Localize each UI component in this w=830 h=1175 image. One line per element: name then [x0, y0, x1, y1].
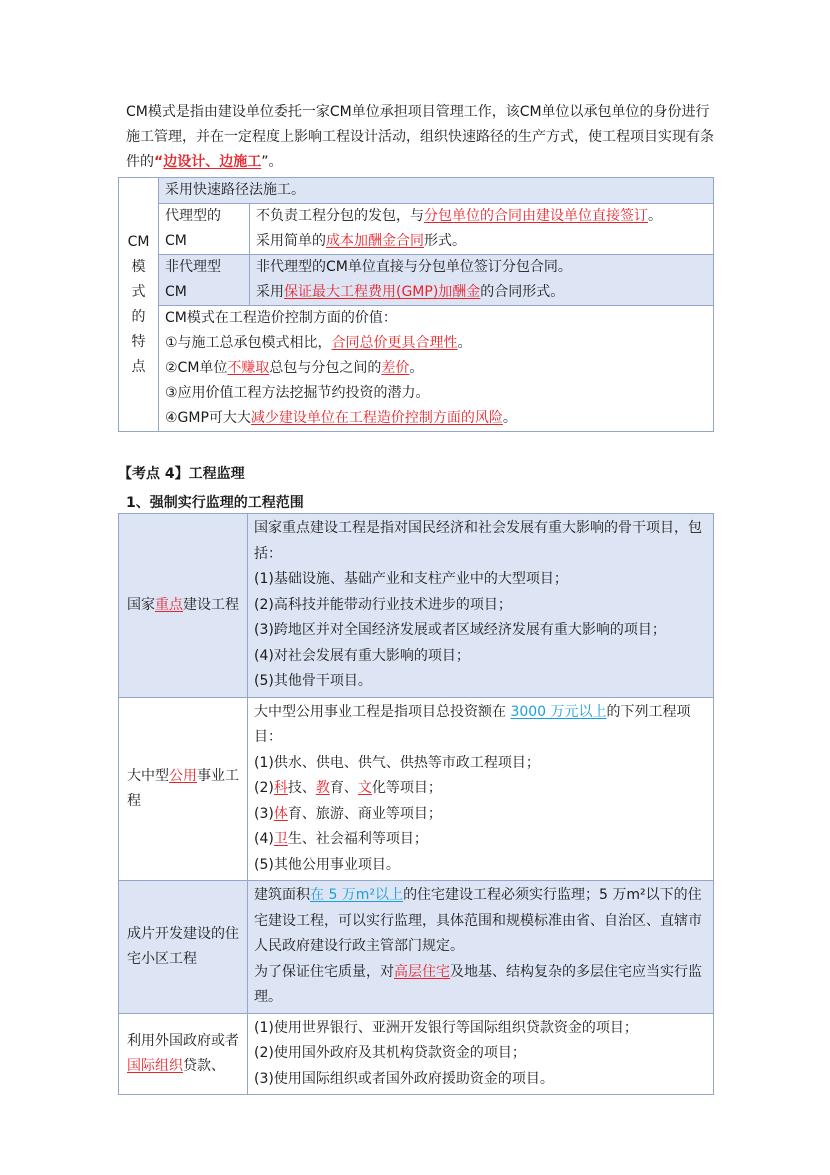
nonagent-line-2	[256, 280, 707, 305]
highlight-span: 分包单位的合同由建设单位直接签订	[424, 208, 648, 224]
text-span: 大中型	[127, 767, 169, 784]
list-item: (1)使用世界银行、亚洲开发银行等国际组织贷款资金的项目；	[254, 1019, 638, 1036]
text-span: 建筑面积	[254, 887, 310, 903]
cm-value-cell	[159, 306, 714, 432]
table-row	[119, 306, 714, 432]
text-span: 总包与分包之间的	[269, 360, 382, 376]
agent-label-line: 代理型的	[165, 208, 221, 224]
highlight-span: 在 5 万m²以上	[310, 887, 404, 903]
text-span: ①与施工总承包模式相比，	[165, 335, 332, 351]
text-span: ④GMP可大大	[165, 410, 251, 426]
agent-type-desc	[250, 204, 714, 255]
highlight-span: 文	[357, 780, 372, 796]
agent-type-label	[159, 204, 250, 255]
nonagent-label-line: CM	[165, 284, 187, 300]
content-intro	[254, 700, 707, 751]
list-item: (5)其他骨干项目。	[254, 673, 372, 689]
text-span: 大中型公用事业工程是指项目总投资额在	[254, 703, 511, 720]
highlight-span: 科	[273, 780, 288, 796]
highlight-span: 教	[315, 780, 330, 796]
text-span: 为了保证住宅质量，对	[254, 963, 394, 980]
list-item: (1)供水、供电、供气、供热等市政工程项目；	[254, 754, 540, 771]
text-span: 生、社会福利等项目；	[287, 831, 428, 847]
side-label-line: 点	[131, 358, 146, 375]
agent-line-2	[256, 229, 707, 254]
intro-quote-open: “	[154, 154, 164, 170]
list-item: (1)基础设施、基础产业和支柱产业中的大型项目；	[254, 571, 568, 587]
side-label-line: 特	[131, 333, 146, 350]
intro-quote-close: ”。	[261, 154, 283, 170]
highlight-span: 高层住宅	[394, 963, 450, 980]
highlight-span: 成本加酬金合同	[326, 233, 424, 249]
value-item-3: ③应用价值工程方法挖掘节约投资的潜力。	[165, 385, 430, 401]
public-utility-label	[119, 697, 248, 881]
side-label-line: CM	[127, 233, 150, 250]
text-span: 的下列工程项目：	[254, 703, 691, 745]
list-item: (5)其他公用事业项目。	[254, 856, 400, 873]
agent-line-1	[256, 204, 707, 229]
side-label-line: 的	[131, 308, 146, 325]
text-span: 。	[502, 410, 517, 426]
side-label-line: 模	[131, 258, 146, 275]
highlight-span: 卫	[273, 831, 288, 847]
text-span: (2)	[254, 780, 274, 796]
text-span: (3)	[254, 805, 274, 822]
intro-text: CM模式是指由建设单位委托一家CM单位承担项目管理工作，该CM单位以承包单位的身份进行施工管理，并在一定程度上影响工程设计活动，组织快速路径的生产方式，使工程项目实现有条件的	[126, 104, 714, 170]
list-item: (2)使用国外政府及其机构贷款资金的项目；	[254, 1045, 526, 1061]
residential-label: 成片开发建设的住宅小区工程	[119, 881, 248, 1014]
table-row	[119, 1013, 714, 1095]
value-item-4	[165, 406, 707, 431]
table-row	[119, 204, 714, 255]
nonagent-line-1: 非代理型的CM单位直接与分包单位签订分包合同。	[256, 259, 572, 275]
highlight-span: 3000 万元以上	[510, 703, 607, 720]
text-span: 贷款、	[183, 1057, 225, 1074]
text-span: 及地基、结构复杂的多层住宅应当实行监理。	[254, 963, 702, 1005]
text-span: 的住宅建设工程必须实行监理；5 万m²以下的住宅建设工程，可以实行监理，具体范围和规模标准由省、自治区、直辖市人民政府建设行政主管部门规定。	[254, 887, 702, 954]
value-item-1	[165, 331, 707, 356]
highlight-span: 重点	[155, 596, 183, 613]
side-label-line: 式	[131, 283, 146, 300]
text-span: 不负责工程分包的发包，与	[256, 208, 424, 224]
nonagent-type-label	[159, 255, 250, 306]
text-span: 国家	[127, 596, 155, 613]
highlight-span: 合同总价更具合理性	[331, 335, 458, 351]
text-span: 建设工程	[183, 596, 239, 613]
text-span: 育、旅游、商业等项目；	[287, 805, 442, 822]
value-item-2	[165, 356, 707, 381]
text-span: 。	[648, 208, 662, 224]
text-span: 采用简单的	[256, 233, 326, 249]
value-title: CM模式在工程造价控制方面的价值：	[165, 310, 397, 326]
cm-features-table	[118, 177, 714, 432]
content-intro: 国家重点建设工程是指对国民经济和社会发展有重大影响的骨干项目，包括：	[254, 520, 702, 562]
foreign-loan-content	[248, 1013, 714, 1095]
residential-line-1	[254, 883, 707, 960]
highlight-span: 国际组织	[127, 1057, 183, 1074]
list-item	[254, 802, 707, 828]
table-row	[119, 178, 714, 204]
fast-track-cell: 采用快速路径法施工。	[159, 178, 714, 204]
list-item	[254, 776, 707, 802]
list-item: (2)高科技并能带动行业技术进步的项目；	[254, 596, 512, 613]
section-heading: 【考点 4】工程监理	[118, 466, 245, 482]
text-span: 。	[409, 360, 424, 376]
text-span: 利用外国政府或者	[127, 1032, 239, 1049]
residential-content	[248, 881, 714, 1014]
table-row	[119, 881, 714, 1014]
list-item: (4)对社会发展有重大影响的项目；	[254, 647, 470, 664]
intro-paragraph	[126, 100, 714, 175]
table-row	[119, 255, 714, 306]
residential-line-2	[254, 960, 707, 1011]
text-span: 技、	[287, 780, 316, 796]
intro-highlight: 边设计、边施工	[163, 154, 262, 170]
table-row	[119, 514, 714, 698]
text-span: 采用	[256, 284, 284, 300]
highlight-span: 不赚取	[227, 360, 270, 376]
text-span: 育、	[329, 780, 358, 796]
public-utility-content	[248, 697, 714, 881]
highlight-span: 差价	[381, 360, 410, 376]
highlight-span: 减少建设单位在工程造价控制方面的风险	[250, 410, 503, 426]
text-span: ②CM单位	[165, 360, 228, 376]
list-item	[254, 827, 707, 853]
highlight-span: 保证最大工程费用(GMP)加酬金	[284, 284, 481, 300]
text-span: 形式。	[424, 233, 466, 249]
list-item: (3)跨地区并对全国经济发展或者区域经济发展有重大影响的项目；	[254, 622, 666, 638]
cm-side-label	[119, 178, 159, 432]
nonagent-type-desc	[250, 255, 714, 306]
section-subheading: 1、强制实行监理的工程范围	[126, 495, 304, 511]
text-span: 化等项目；	[371, 780, 442, 796]
foreign-loan-label	[119, 1013, 248, 1095]
supervision-scope-table	[118, 513, 714, 1095]
agent-label-line: CM	[165, 233, 187, 249]
highlight-span: 体	[273, 805, 288, 822]
nonagent-label-line: 非代理型	[165, 259, 221, 275]
key-project-label	[119, 514, 248, 698]
text-span: 。	[457, 335, 472, 351]
list-item: (3)使用国际组织或者国外政府援助资金的项目。	[254, 1070, 554, 1087]
key-project-content	[248, 514, 714, 698]
text-span: 的合同形式。	[480, 284, 565, 300]
highlight-span: 公用	[169, 767, 197, 784]
table-row	[119, 697, 714, 881]
text-span: (4)	[254, 831, 274, 847]
text-span: 事业工程	[127, 767, 239, 809]
